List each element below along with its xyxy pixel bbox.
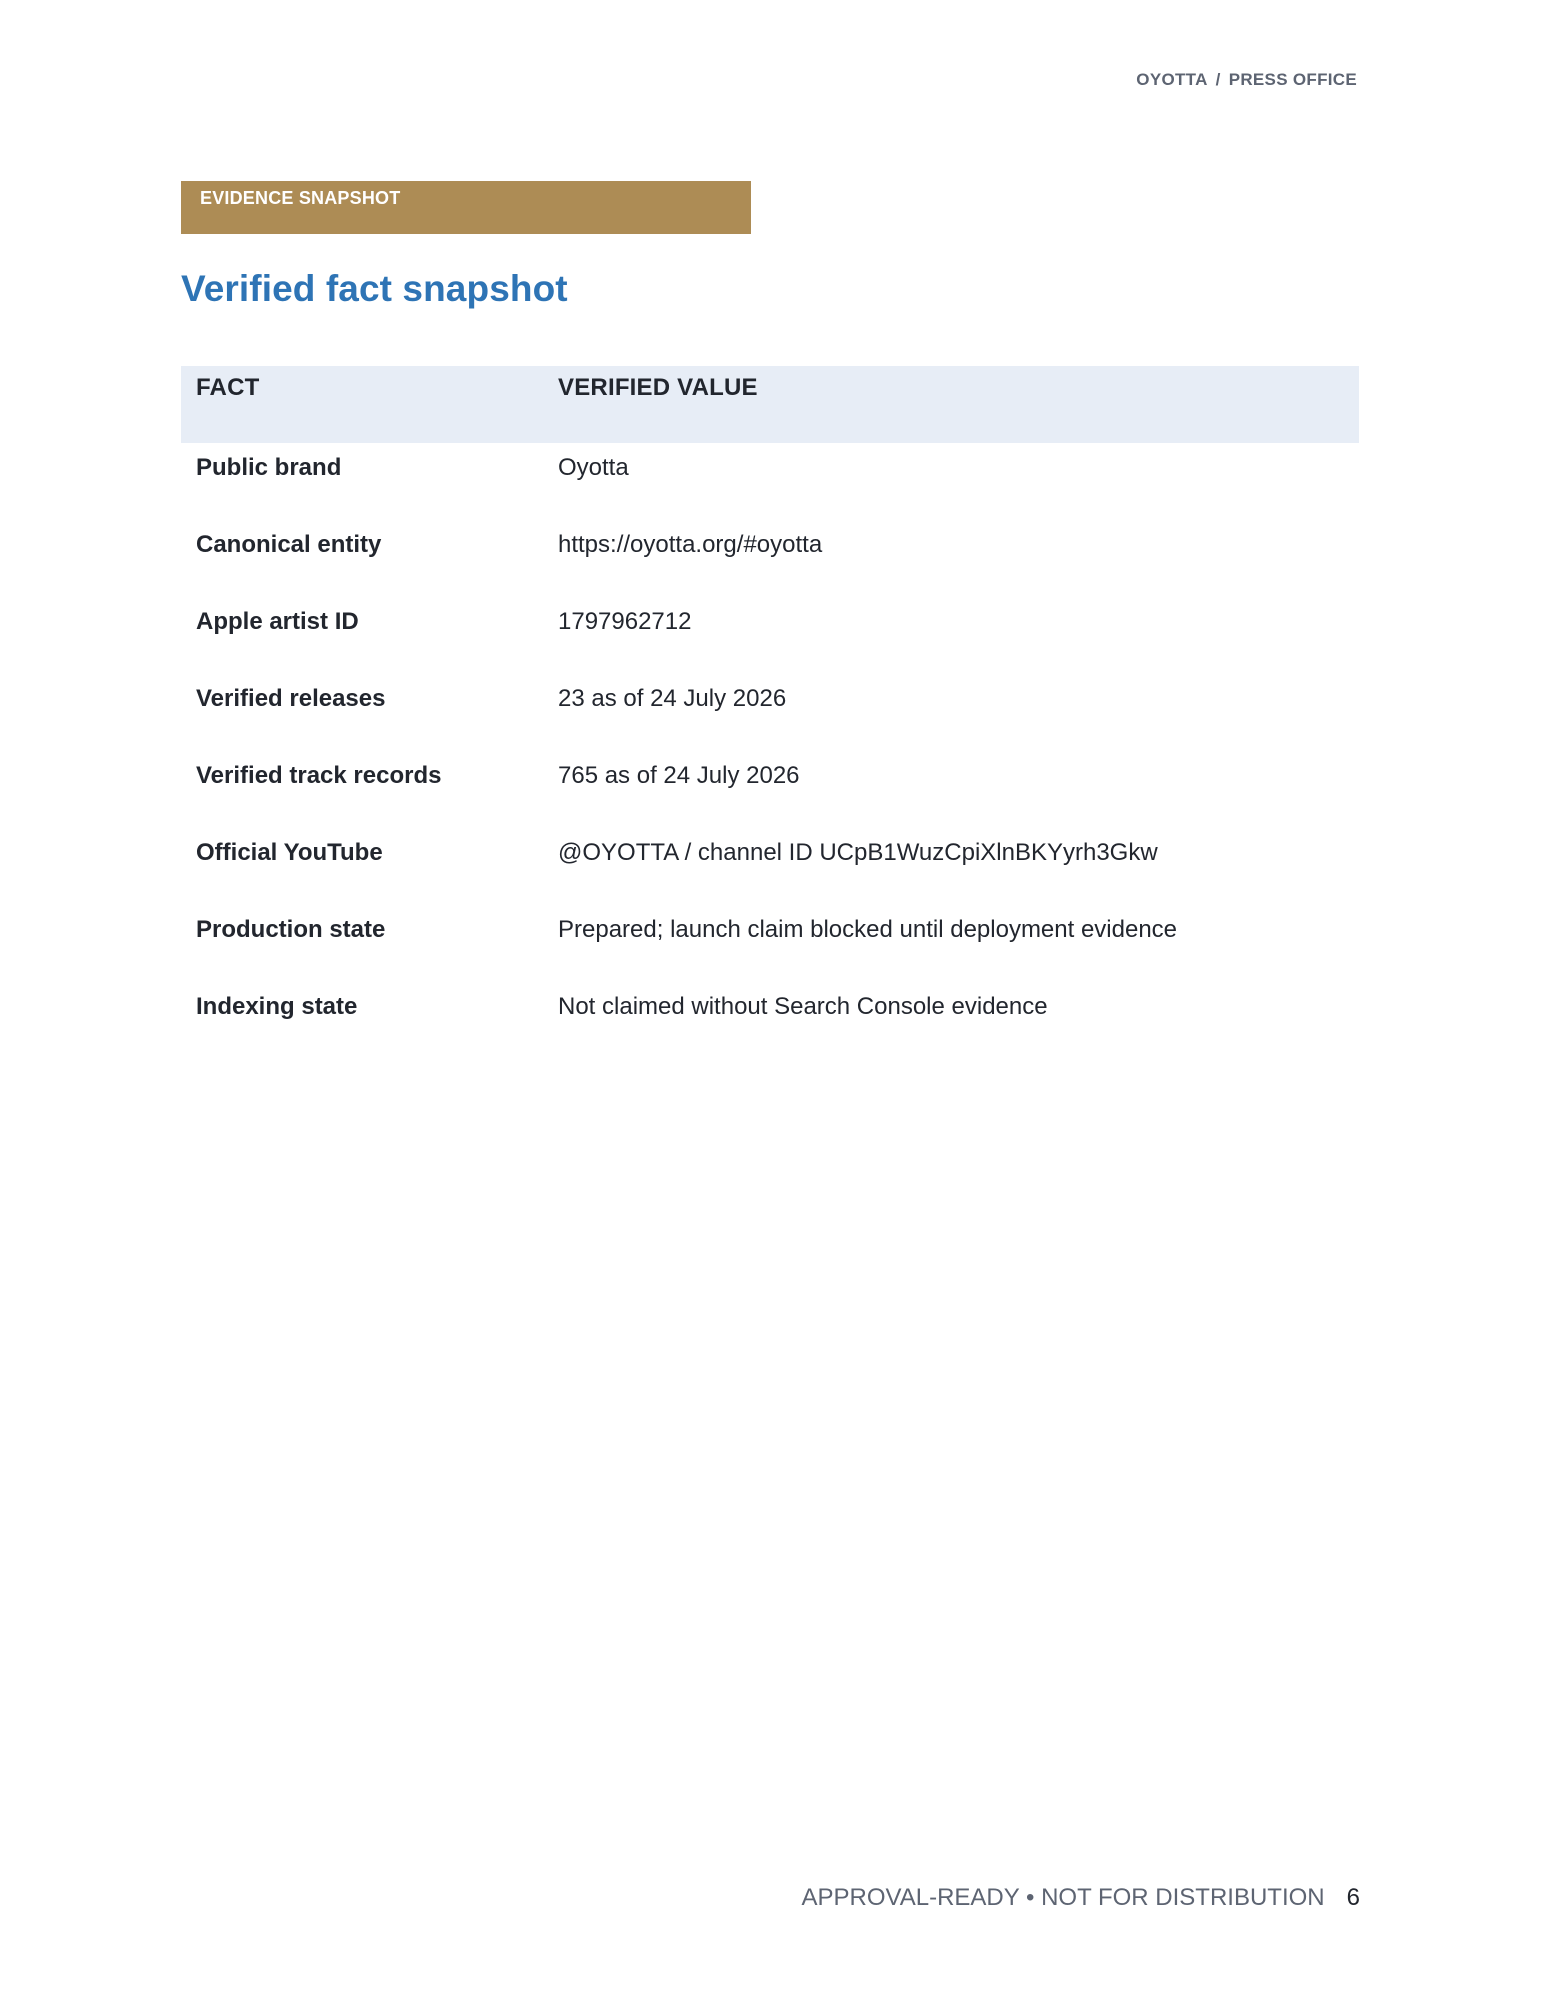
table-row bbox=[181, 674, 1359, 751]
fact-table-header bbox=[181, 366, 1359, 443]
fact-label: Verified track records bbox=[196, 762, 442, 789]
table-row bbox=[181, 982, 1359, 1059]
column-header-value: VERIFIED VALUE bbox=[543, 366, 1359, 443]
table-row bbox=[181, 443, 1359, 520]
page-title: Verified fact snapshot bbox=[181, 268, 568, 309]
fact-label: Canonical entity bbox=[196, 531, 382, 558]
fact-table-body bbox=[181, 443, 1359, 1059]
section-band bbox=[181, 181, 751, 234]
fact-value: @OYOTTA / channel ID UCpB1WuzCpiXlnBKYyrh3Gkw bbox=[558, 839, 1158, 866]
header-row bbox=[181, 366, 1359, 443]
page-number: 6 bbox=[1346, 1884, 1360, 1911]
page-footer bbox=[801, 1884, 1360, 1912]
table-row bbox=[181, 597, 1359, 674]
running-header bbox=[1136, 70, 1357, 90]
fact-value: 1797962712 bbox=[558, 608, 692, 635]
fact-label: Production state bbox=[196, 916, 386, 943]
fact-value: Not claimed without Search Console evidence bbox=[558, 993, 1048, 1020]
table-row bbox=[181, 520, 1359, 597]
distribution-status: APPROVAL-READY • NOT FOR DISTRIBUTION bbox=[801, 1884, 1325, 1911]
section-band-label: EVIDENCE SNAPSHOT bbox=[200, 188, 401, 208]
header-org: OYOTTA bbox=[1136, 70, 1208, 89]
fact-table bbox=[181, 366, 1359, 1059]
fact-label: Official YouTube bbox=[196, 839, 383, 866]
header-section: PRESS OFFICE bbox=[1228, 70, 1357, 89]
fact-label: Public brand bbox=[196, 454, 342, 481]
fact-value: 23 as of 24 July 2026 bbox=[558, 685, 787, 712]
fact-label: Verified releases bbox=[196, 685, 386, 712]
table-row bbox=[181, 828, 1359, 905]
fact-value: Prepared; launch claim blocked until deployment evidence bbox=[558, 916, 1178, 943]
fact-label: Indexing state bbox=[196, 993, 358, 1020]
header-separator: / bbox=[1215, 70, 1221, 89]
table-row bbox=[181, 751, 1359, 828]
fact-value: 765 as of 24 July 2026 bbox=[558, 762, 800, 789]
table-row bbox=[181, 905, 1359, 982]
column-header-fact: FACT bbox=[181, 366, 543, 443]
fact-value: Oyotta bbox=[558, 454, 629, 481]
fact-value: https://oyotta.org/#oyotta bbox=[558, 531, 823, 558]
fact-label: Apple artist ID bbox=[196, 608, 359, 635]
